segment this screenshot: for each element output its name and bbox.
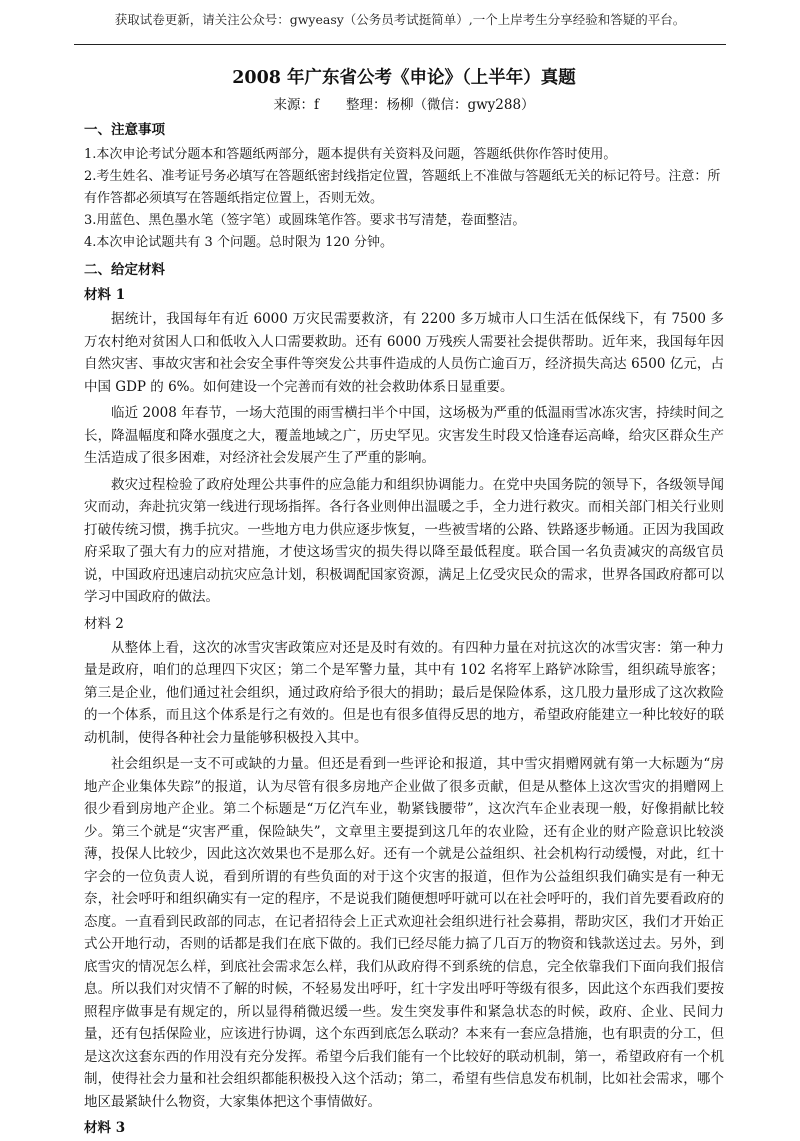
note-item: 4.本次申论试题共有 3 个问题。总时限为 120 分钟。 bbox=[84, 235, 394, 250]
section-heading-notes: 一、注意事项 bbox=[84, 122, 165, 138]
section-heading-materials: 二、给定材料 bbox=[84, 262, 165, 278]
material-2-label: 材料 2 bbox=[84, 615, 124, 632]
material-1-paragraph: 临近 2008 年春节，一场大范围的雨雪横扫半个中国，这场极为严重的低温雨雪冰冻灾害，持续时间之长，降温幅度和降水强度之大，覆盖地域之广，历史罕见。灾害发生时段又恰逢春运高峰，给灾区群众生产生活造成了很多困难，对经济社会发展产生了严重的影响。 bbox=[84, 405, 724, 466]
note-item: 3.用蓝色、黑色墨水笔（签字笔）或圆珠笔作答。要求书写清楚，卷面整洁。 bbox=[84, 213, 526, 228]
material-1-paragraph: 救灾过程检验了政府处理公共事件的应急能力和组织协调能力。在党中央国务院的领导下，各级领导闻灾而动，奔赴抗灾第一线进行现场指挥。各行各业则伸出温暖之手，全力进行救灾。而相关部门相关行业则打破传统习惯，携手抗灾。一些地方电力供应逐步恢复，一些被雪堵的公路、铁路逐步畅通。正因为我国政府采取了强大有力的应对措施，才使这场雪灾的损失得以降至最低程度。联合国一名负责减灾的高级官员说，中国政府迅速启动抗灾应急计划，积极调配国家资源，满足上亿受灾民众的需求，世界各国政府都可以学习中国政府的做法。 bbox=[84, 476, 724, 605]
material-2-paragraph: 社会组织是一支不可或缺的力量。但还是看到一些评论和报道，其中雪灾捐赠网就有第一大标题为“房地产企业集体失踪”的报道，认为尽管有很多房地产企业做了很多贡献，但是从整体上这次雪灾的捐赠网上很少看到房地产企业。第二个标题是“万亿汽车业，勒紧钱腰带”，这次汽车企业表现一般，好像捐献比较少。第三个就是“灾害严重，保险缺失”，文章里主要提到这几年的农业险，还有企业的财产险意识比较淡薄，投保人比较少，因此这次效果也不是那么好。还有一个就是公益组织、社会机构行动缓慢，对此，红十字会的一位负责人说，看到所谓的有些负面的对于这个灾害的报道，但作为公益组织我们确实是有一种无奈，社会呼吁和组织确实有一定的程序，不是说我们随便想呼吁就可以在社会呼吁的，我们首先要看政府的态度。一直看到民政部的同志，在记者招待会上正式欢迎社会组织进行社会募捐，帮助灾区，我们才开始正式公开地行动，否则的话都是我们在底下做的。我们已经尽能力搞了几百万的物资和钱款送过去。另外，到底雪灾的情况怎么样，到底社会需求怎么样，我们从政府得不到系统的信息，完全依靠我们下面向我们报信息。所以我们对灾情不了解的时候，不轻易发出呼吁，红十字发出呼吁等级有很多，因此这个东西我们要按照程序做事是有规定的，所以显得稍微迟缓一些。发生突发事件和紧急状态的时候，政府、企业、民间力量，还有包括保险业，应该进行协调，这个东西到底怎么联动？本来有一套应急措施，也有职责的分工，但是这次这套东西的作用没有充分发挥。希望今后我们能有一个比较好的联动机制，第一，希望政府有一个机制，使得社会力量和社会组织都能积极投入这个活动；第二，希望有些信息发布机制，比如社会需求，哪个地区最紧缺什么物资，大家集体把这个事情做好。 bbox=[84, 756, 724, 1110]
note-item: 1.本次申论考试分题本和答题纸两部分，题本提供有关资料及问题，答题纸供你作答时使用。 bbox=[84, 147, 617, 162]
document-meta: 来源：f 整理：杨柳（微信：gwy288） bbox=[273, 97, 535, 113]
material-3-label: 材料 3 bbox=[84, 1120, 126, 1136]
document-title: 2008 年广东省公考《申论》（上半年）真题 bbox=[232, 68, 576, 88]
note-item: 2.考生姓名、准考证号务必填写在答题纸密封线指定位置，答题纸上不准做与答题纸无关的标记符号。注意：所有作答都必须填写在答题纸指定位置上，否则无效。 bbox=[84, 169, 721, 206]
material-2-paragraph: 从整体上看，这次的冰雪灾害政策应对还是及时有效的。有四种力量在对抗这次的冰雪灾害：第一种力量是政府，咱们的总理四下灾区；第二个是军警力量，其中有 102 名将军上路铲冰除雪，组织疏导旅客；第三是企业，他们通过社会组织，通过政府给予很大的捐助；最后是保险体系，这几股力量形成了这次救险的一个体系，而且这个体系是行之有效的。但是也有很多值得反思的地方，希望政府能建立一种比较好的联动机制，使得各种社会力量能够积极投入其中。 bbox=[84, 639, 724, 746]
material-1-label: 材料 1 bbox=[84, 287, 126, 303]
header-divider bbox=[74, 44, 726, 45]
material-1-paragraph: 据统计，我国每年有近 6000 万灾民需要救济，有 2200 多万城市人口生活在低保线下，有 7500 多万农村绝对贫困人口和低收入人口需要救助。还有 6000 万残疾人需要社会提供帮助。近年来，我国每年因自然灾害、事故灾害和社会安全事件等突发公共事件造成的人员伤亡逾百万，经济损失高达 6500 亿元，占中国 GDP 的 6%。如何建设一个完善而有效的社会救助体系日显重要。 bbox=[84, 311, 724, 395]
document-body bbox=[84, 58, 724, 1141]
header-notice: 获取试卷更新，请关注公众号：gwyeasy（公务员考试挺简单）,一个上岸考生分享经验和答疑的平台。 bbox=[114, 12, 686, 27]
